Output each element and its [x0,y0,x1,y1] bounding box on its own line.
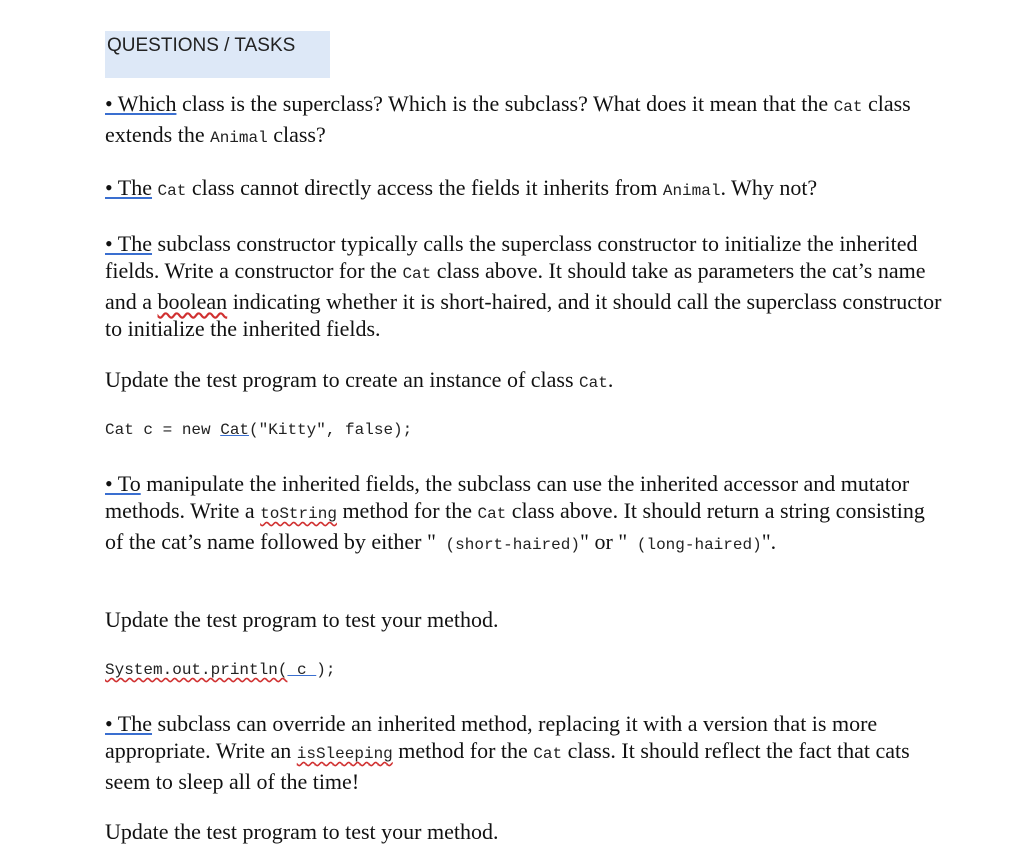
bullet-lead: • Which [105,91,177,116]
code-animal: Animal [662,182,721,200]
text: class cannot directly access the fields it inherits from [186,175,663,200]
code: Cat [220,421,250,439]
text: method for the [336,498,478,523]
code: System.out.println( [105,661,288,679]
question-superclass [105,90,945,152]
spellcheck-code: toString [260,505,337,523]
text: indicating whether it is short-haired, and it should call the superclass constructor to initialize the inherited fields. [105,289,942,341]
update-test-method-1: Update the test program to test your method. [105,607,499,632]
code-cat: Cat [533,745,563,763]
code-line-println [105,661,335,679]
text: subclass constructor typically calls the superclass constructor to initialize the inherited fields. Write a constructor for the [105,231,918,283]
question-tostring [105,470,945,559]
text: . [607,367,614,392]
update-instance [105,366,945,397]
spellcheck-word: boolean [157,289,228,314]
code: c [287,661,317,679]
code-cat: Cat [579,374,608,392]
code-cat: Cat [402,265,432,283]
text: class is the superclass? Which is the subclass? What does it mean that the [176,91,834,116]
code: Cat c = new [105,421,221,439]
bullet-lead: • The [105,175,153,200]
code-short-haired: (short-haired) [435,536,580,554]
quote: " [426,529,436,554]
text: class. It should reflect the fact that cats seem to sleep all of the time! [105,738,910,794]
text: class above. It should take as parameters the cat’s name and a [105,258,926,314]
quote: " [618,529,628,554]
text: . [770,529,777,554]
spellcheck-code: isSleeping [296,745,393,763]
text: subclass can override an inherited method, replacing it with a version that is more appropriate. Write an [105,711,878,763]
section-heading: QUESTIONS / TASKS [105,31,330,78]
code-cat: Cat [157,182,187,200]
bullet-lead: • The [105,711,153,736]
code-long-haired: (long-haired) [627,536,762,554]
quote: " [579,529,589,554]
code-cat: Cat [477,505,507,523]
quote: " [761,529,771,554]
text: method for the [392,738,534,763]
text: or [588,529,619,554]
question-fields-access [105,174,945,205]
bullet-lead: • To [105,471,141,496]
text: Update the test program to create an instance of class [105,367,580,392]
code-animal: Animal [210,129,268,147]
text: class? [267,122,326,147]
code: ); [316,661,336,679]
text: class above. It should return a string consisting of the cat’s name followed by either [105,498,925,554]
code-line-new-cat [105,421,412,439]
update-test-method-2: Update the test program to test your method. [105,819,499,844]
question-issleeping [105,710,945,795]
text: . Why not? [720,175,818,200]
code-cat: Cat [833,98,863,116]
text: manipulate the inherited fields, the subclass can use the inherited accessor and mutator methods. Write a [105,471,910,523]
question-constructor [105,230,945,342]
bullet-lead: • The [105,231,153,256]
code: ("Kitty", false); [249,421,413,439]
text: class extends the [105,91,911,147]
